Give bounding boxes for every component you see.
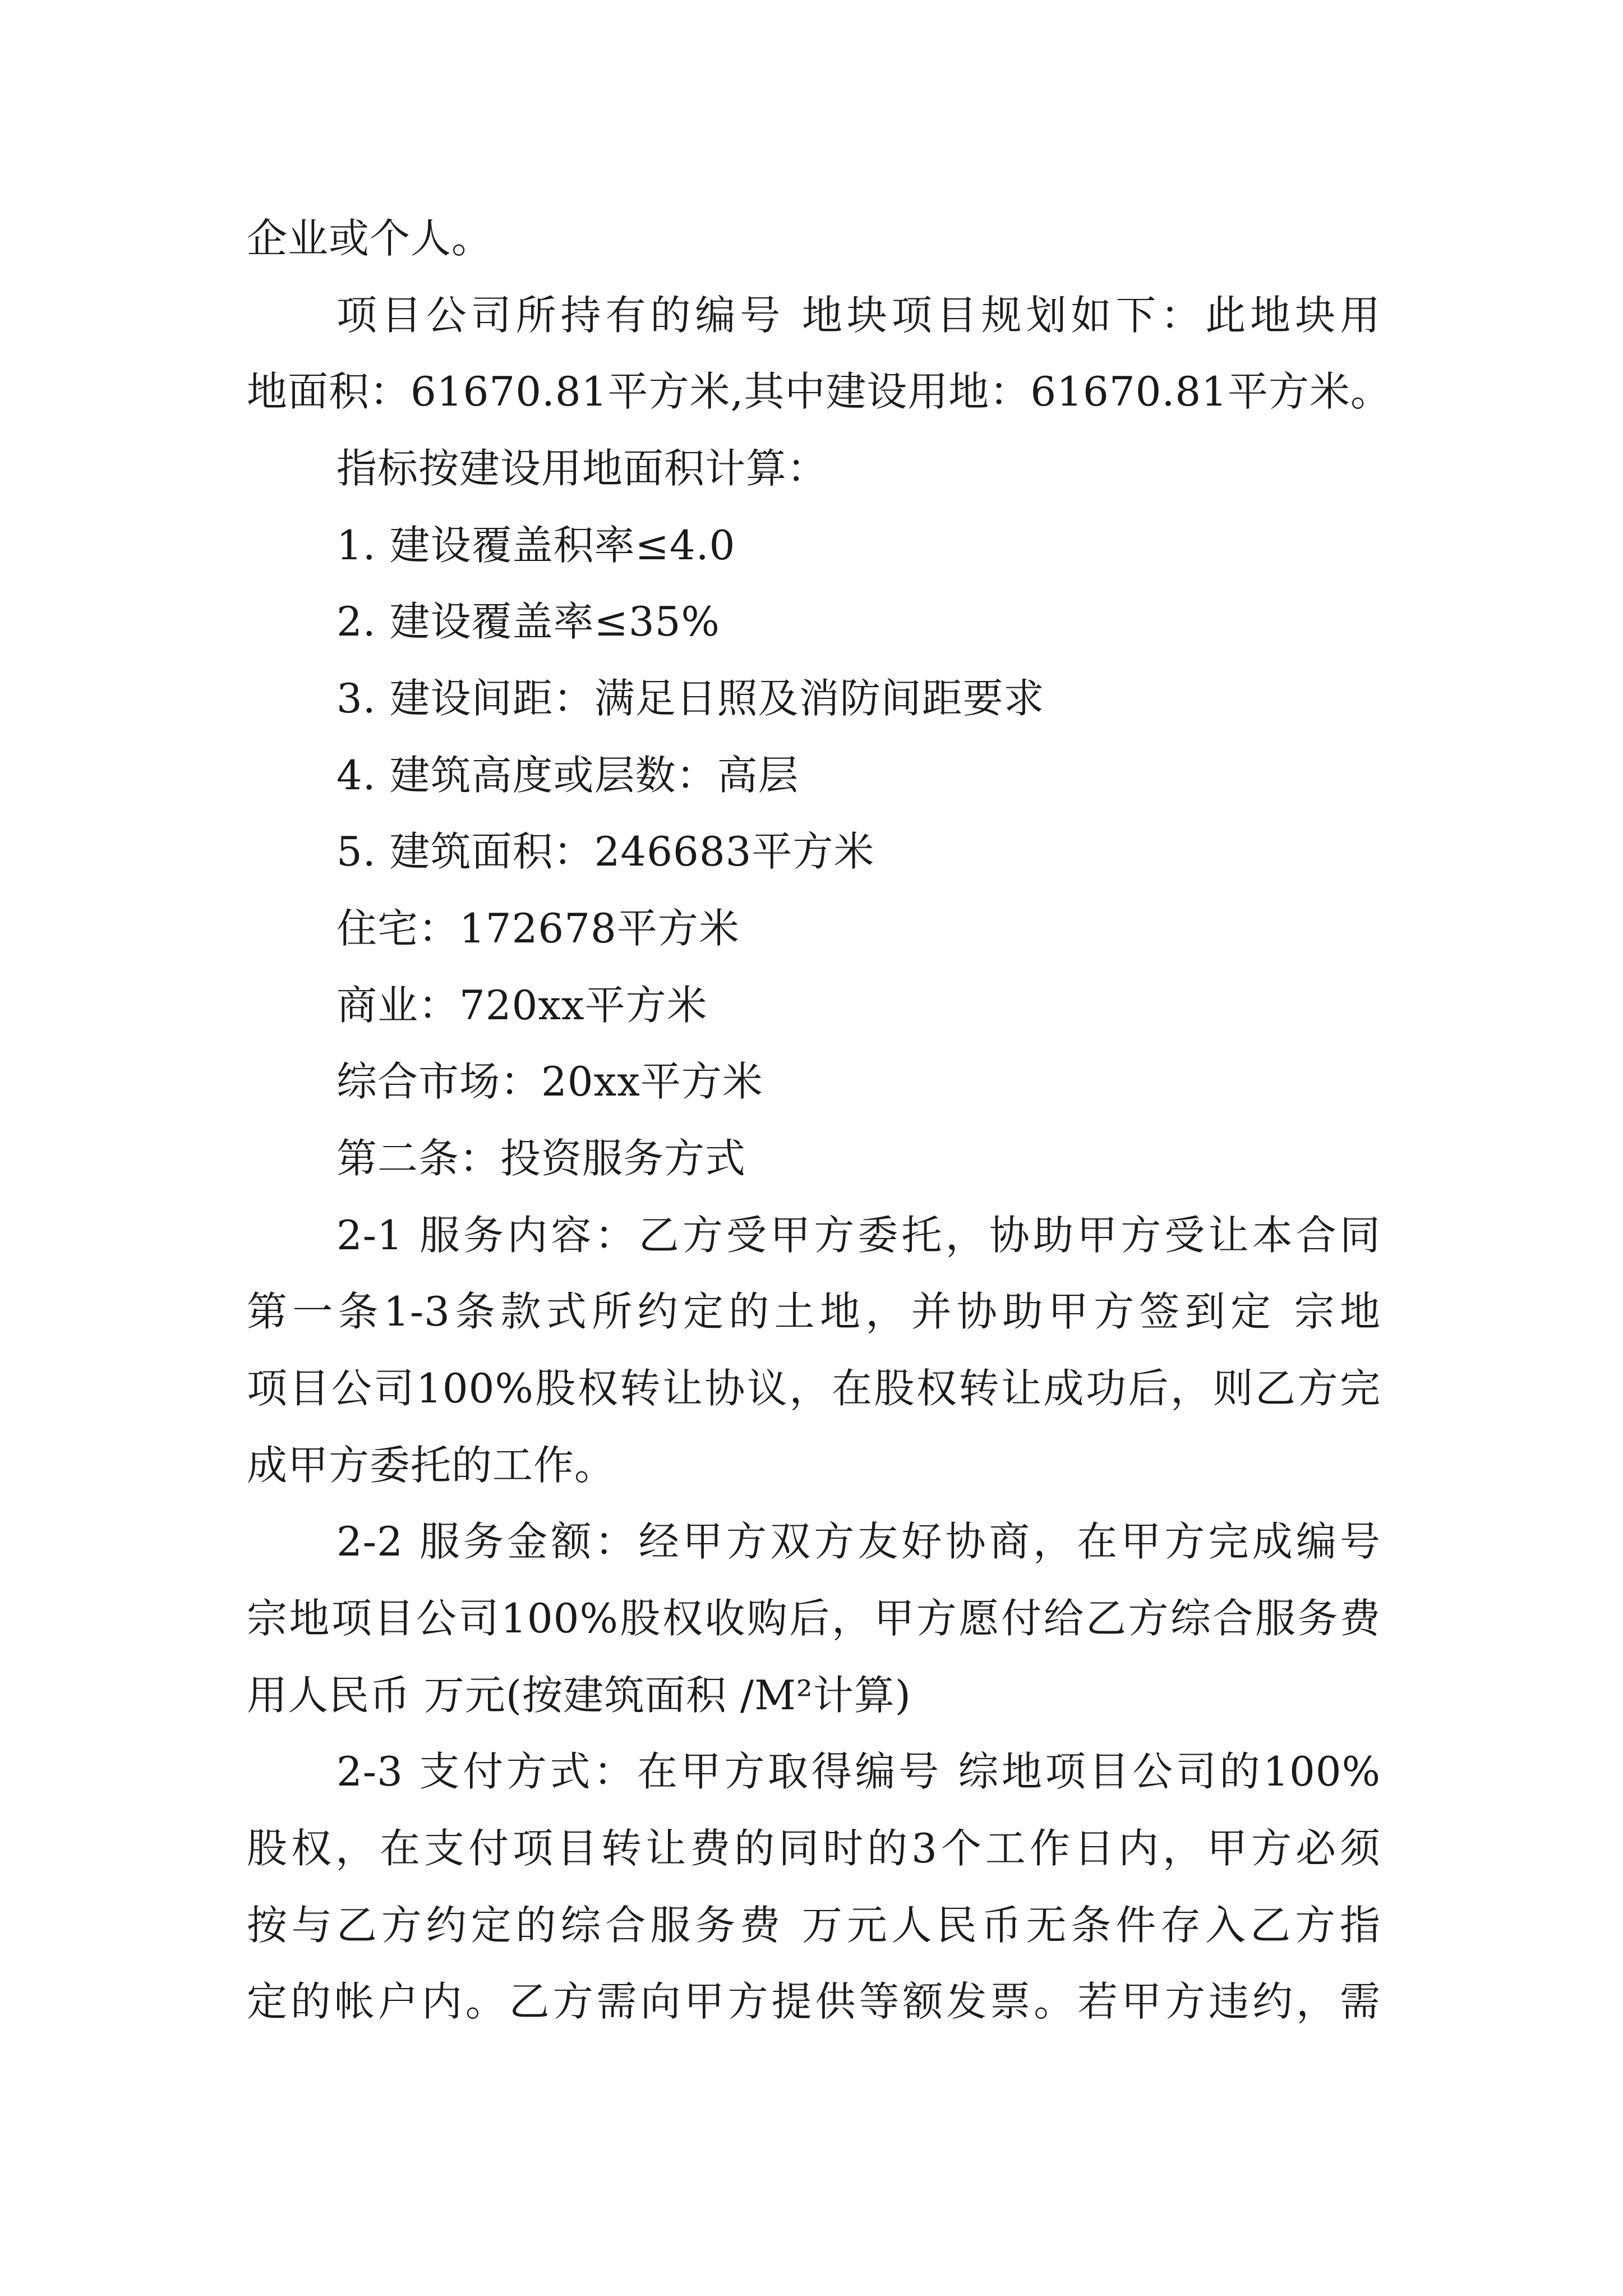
text-line: 指标按建设用地面积计算： <box>336 445 828 492</box>
list-item: 1. 建设覆盖积率≤4.0 <box>336 522 736 569</box>
text-line: 项目公司所持有的编号 地块项目规划如下：此地块用 <box>336 292 1381 339</box>
text-line: 第一条1-3条款式所约定的土地，并协助甲方签到定 宗地 <box>247 1288 1381 1335</box>
list-item: 2. 建设覆盖率≤35% <box>336 598 720 645</box>
text-line: 企业或个人。 <box>247 215 493 262</box>
list-item: 4. 建筑高度或层数：高层 <box>336 752 799 799</box>
text-line: 商业：720xx平方米 <box>336 982 708 1029</box>
list-item: 3. 建设间距：满足日照及消防间距要求 <box>336 675 1045 722</box>
section-heading: 第二条：投资服务方式 <box>336 1135 746 1182</box>
text-line: 地面积：61670.81平方米,其中建设用地：61670.81平方米。 <box>247 368 1391 415</box>
text-line: 成甲方委托的工作。 <box>247 1442 616 1489</box>
text-line: 宗地项目公司100%股权收购后，甲方愿付给乙方综合服务费 <box>247 1595 1381 1642</box>
text-line: 按与乙方约定的综合服务费 万元人民币无条件存入乙方指 <box>247 1902 1381 1949</box>
text-line: 2-2 服务金额：经甲方双方友好协商，在甲方完成编号 <box>336 1518 1381 1565</box>
list-item: 5. 建筑面积：246683平方米 <box>336 828 875 875</box>
text-line: 项目公司100%股权转让协议，在股权转让成功后，则乙方完 <box>247 1365 1381 1412</box>
text-line: 定的帐户内。乙方需向甲方提供等额发票。若甲方违约，需 <box>247 1978 1381 2025</box>
text-line: 2-1 服务内容：乙方受甲方委托，协助甲方受让本合同 <box>336 1212 1381 1259</box>
text-line: 股权，在支付项目转让费的同时的3个工作日内，甲方必须 <box>247 1825 1381 1872</box>
text-line: 用人民币 万元(按建筑面积 /M²计算) <box>247 1672 911 1719</box>
text-line: 住宅：172678平方米 <box>336 905 740 952</box>
text-line: 综合市场：20xx平方米 <box>336 1058 763 1105</box>
text-line: 2-3 支付方式：在甲方取得编号 综地项目公司的100% <box>336 1748 1381 1795</box>
